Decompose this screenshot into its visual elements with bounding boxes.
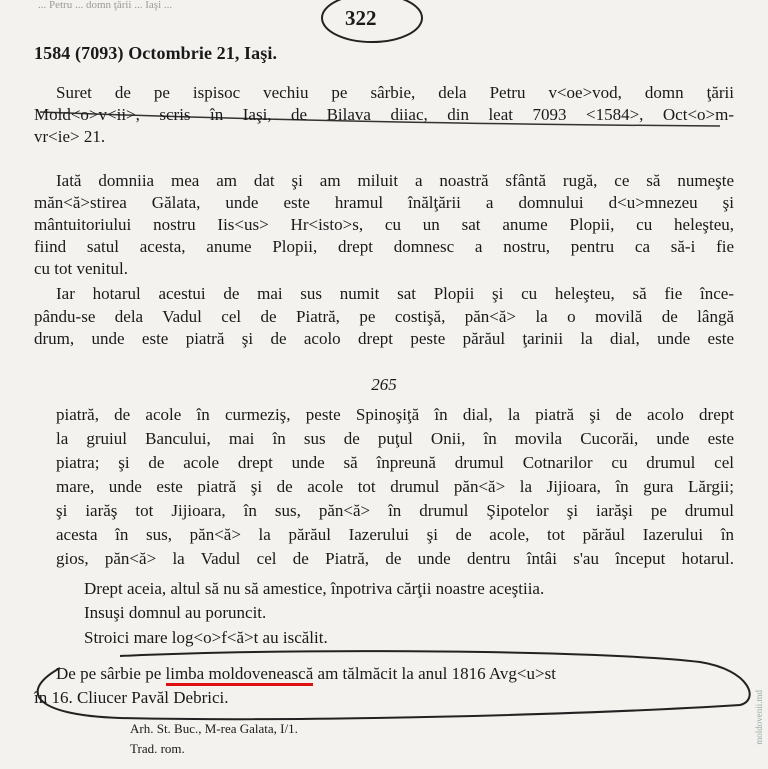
footnote-translation: Trad. rom. bbox=[130, 741, 185, 756]
body-line: fiind satul acesta, anume Plopii, drept domnesc a nostru, pentru ca să-i fie bbox=[34, 237, 734, 256]
body-line: drum, unde este piatră şi de acolo drept peste părăul ţarinii la dial, unde este bbox=[34, 329, 734, 348]
page-number: 322 bbox=[345, 6, 377, 30]
closing-line: Stroici mare log<o>f<ă>t au iscălit. bbox=[84, 628, 328, 647]
summary-line: vr<ie> 21. bbox=[34, 127, 106, 146]
body-line: piatra; şi de acole drept unde să înpreună drumul Cotnarilor cu drumul cel bbox=[56, 453, 734, 472]
summary-line: Suret de pe ispisoc vechiu pe sârbie, dela Petru v<oe>vod, domn ţării bbox=[56, 83, 734, 102]
body-line: piatră, de acole în curmeziş, peste Spinoşiţă în dial, la piatră şi de acolo drept bbox=[56, 405, 734, 424]
summary-line: Mold<o>v<ii>, scris în Iaşi, de Bilava diiac, din leat 7093 <1584>, Oct<o>m- bbox=[34, 105, 734, 124]
show-through-text: ... Petru ... domn ţării ... Iaşi ... bbox=[38, 0, 173, 11]
body-line: Iată domniia mea am dat şi am miluit a noastră sfântă rugă, ce să numeşte bbox=[56, 171, 734, 190]
body-line: Iar hotarul acestui de mai sus numit sat Plopii şi cu heleşteu, să fie înce- bbox=[56, 284, 734, 303]
document-heading: 1584 (7093) Octombrie 21, Iaşi. bbox=[34, 43, 278, 63]
watermark: moldovenii.md bbox=[754, 690, 764, 745]
body-line: cu tot venitul. bbox=[34, 259, 128, 278]
translation-post: am tălmăcit la anul 1816 Avg<u>st bbox=[313, 664, 556, 683]
translation-pre: De pe sârbie pe bbox=[56, 664, 166, 683]
translation-note-line2: în 16. Cliucer Pavăl Debrici. bbox=[34, 688, 229, 707]
body-line: gios, păn<ă> la Vadul cel de Piatră, de unde dentru întâi s'au început hotarul. bbox=[56, 549, 734, 568]
footnote-archive: Arh. St. Buc., M-rea Galata, I/1. bbox=[130, 721, 298, 736]
page-marker: 265 bbox=[371, 375, 397, 394]
body-line: acesta în sus, păn<ă> la părăul Iazerului şi de acole, tot părăul Iazerului în bbox=[56, 525, 734, 544]
translation-note bbox=[56, 663, 734, 686]
closing-line: Insuşi domnul au poruncit. bbox=[84, 603, 267, 622]
translation-highlight: limba moldovenească bbox=[166, 664, 314, 686]
body-line: la gruiul Bancului, mai în sus de puţul Onii, în movila Cucorăi, unde este bbox=[56, 429, 734, 448]
body-line: pându-se dela Vadul cel de Piatră, pe costişă, păn<ă> la o movilă de lângă bbox=[34, 307, 734, 326]
body-line: mântuitoriului nostru Iis<us> Hr<isto>s, cu un sat anume Plopii, cu heleşteu, bbox=[34, 215, 734, 234]
closing-line: Drept aceia, altul să nu să amestice, înpotriva cărţii noastre aceştiia. bbox=[84, 579, 545, 598]
body-line: şi iarăş tot Jijioara, în sus, păn<ă> în drumul Şipotelor şi iarăşi pe drumul bbox=[56, 501, 734, 520]
body-line: măn<ă>stirea Gălata, unde este hramul înălţării a domnului d<u>mnezeu şi bbox=[34, 193, 734, 212]
body-line: mare, unde este piatră şi de acole tot drumul păn<ă> la Jijioara, în gura Lărgii; bbox=[56, 477, 734, 496]
